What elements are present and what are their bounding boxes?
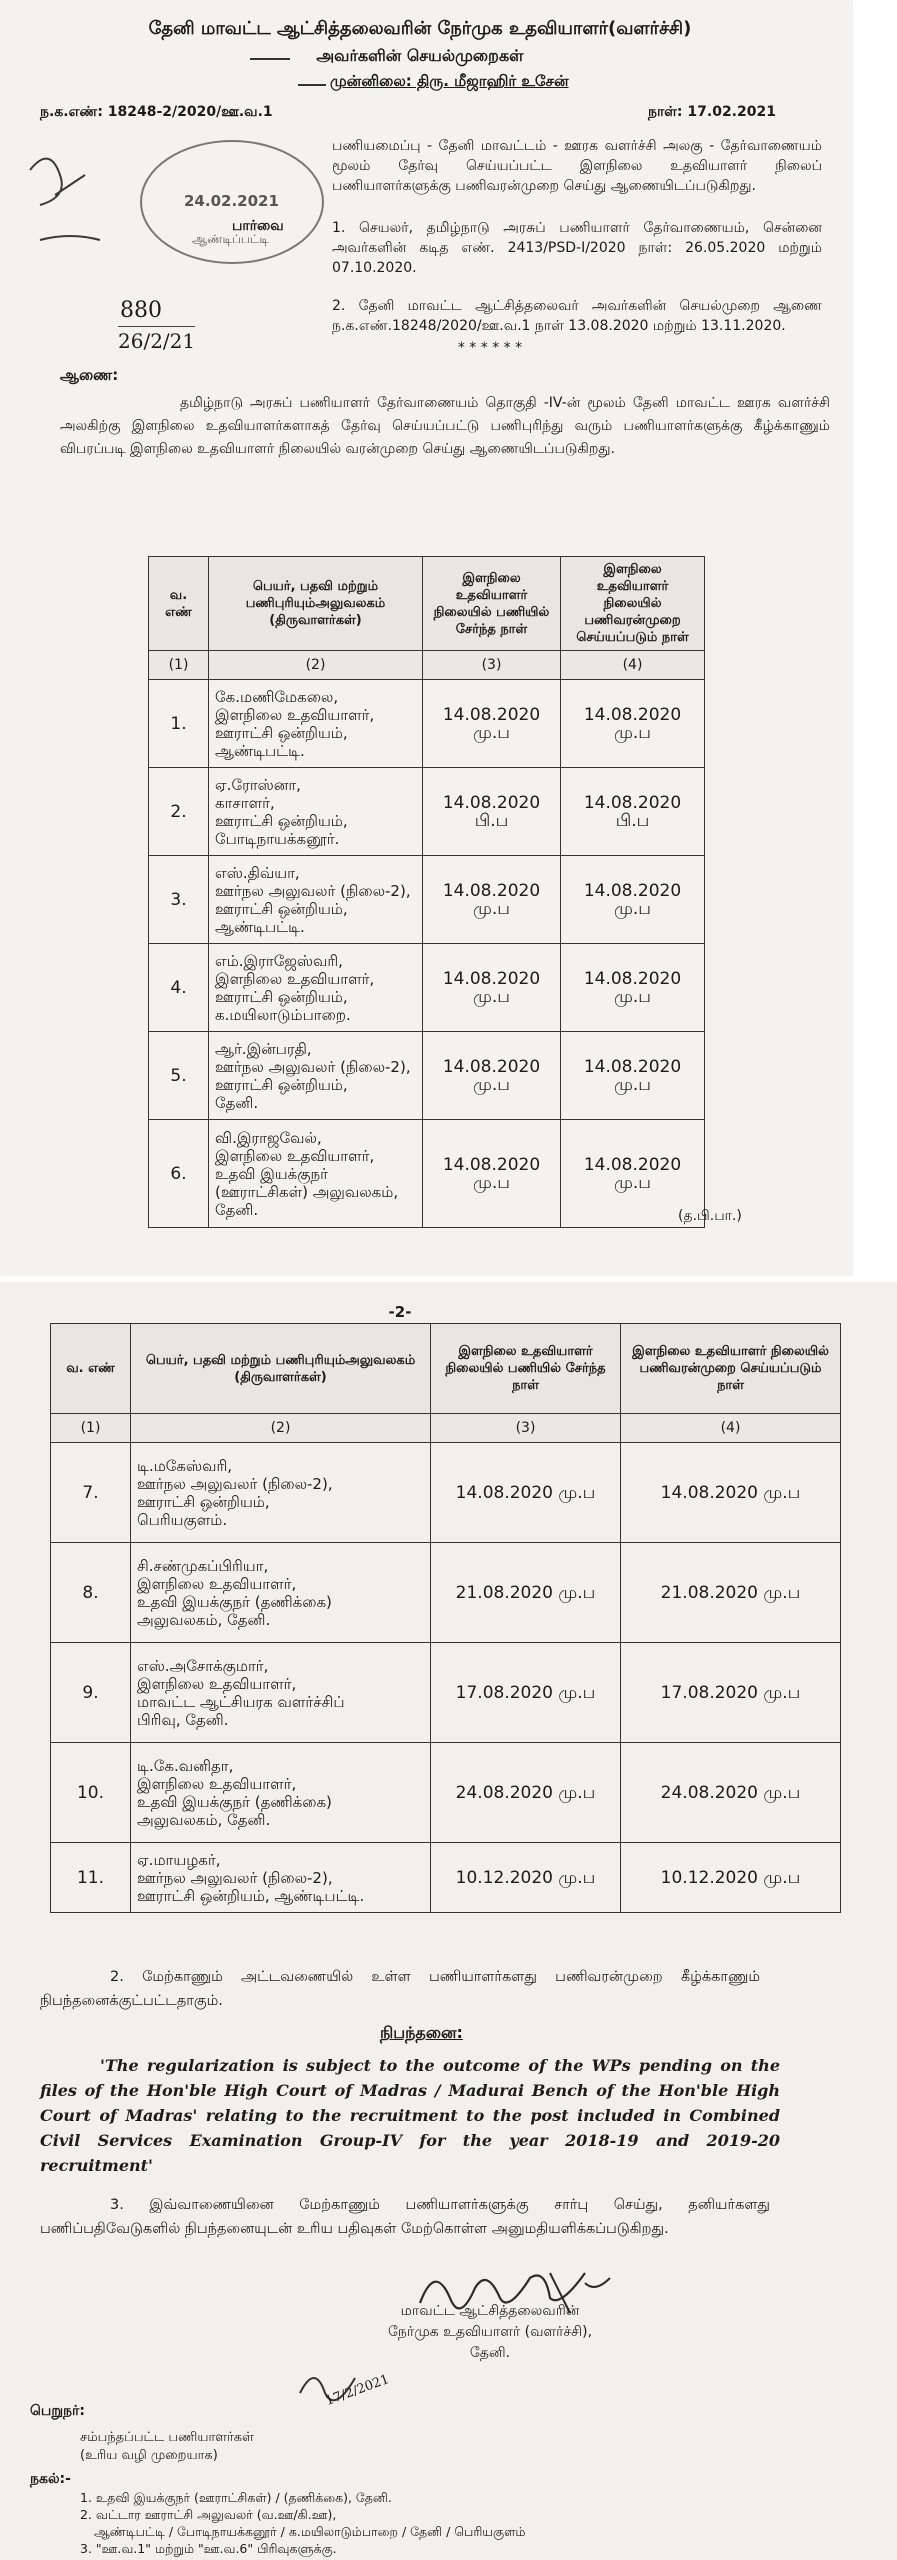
place-line: ஆண்டிபட்டி. [215, 917, 305, 936]
name-cell [209, 1032, 423, 1120]
index-cell: (3) [423, 651, 561, 680]
subject-text: பணியமைப்பு - தேனி மாவட்டம் - ஊரக வளர்ச்சி அலகு - தேர்வாணையம் மூலம் தேர்வு செய்யப்பட்ட இளநிலை உதவியாளர் நிலைப் பணியாளர்களுக்கு பணிவரன்முறை செய்து ஆணையிடப்படுகிறது. [332, 138, 822, 194]
joined-date-cell: 21.08.2020 மு.ப [431, 1543, 621, 1643]
signatory-block [340, 2301, 640, 2364]
serial-cell: 2. [149, 768, 209, 856]
order-date: நாள்: 17.02.2021 [648, 104, 776, 120]
initials-date: 17/2/2021 [323, 2372, 392, 2409]
table-row [149, 1120, 705, 1228]
recipient-line: (உரிய வழி முறையாக) [80, 2448, 218, 2463]
serial-cell: 8. [51, 1543, 131, 1643]
office-line: ஊராட்சி ஒன்றியம், [215, 723, 348, 742]
designation-line: ஊர்நல அலுவலர் (நிலை-2), [215, 1057, 411, 1076]
office-line: ஊராட்சி ஒன்றியம், ஆண்டிபட்டி. [137, 1886, 365, 1905]
signatory-line: மாவட்ட ஆட்சித்தலைவரின் [400, 2303, 580, 2319]
document-page-1 [0, 0, 852, 1275]
file-number: ந.க.எண்: 18248-2/2020/ஊ.வ.1 [40, 104, 273, 120]
index-cell: (1) [51, 1414, 131, 1443]
column-header-joined: இளநிலை உதவியாளர் நிலையில் பணியில் சேர்ந்த நாள் [423, 557, 561, 651]
column-header-name: பெயர், பதவி மற்றும் பணிபுரியும்அலுவலகம் (திருவாளர்கள்) [209, 557, 423, 651]
designation-line: இளநிலை உதவியாளர், [215, 705, 375, 724]
inward-number: 880 [120, 298, 162, 323]
place-line: தேனி. [215, 1200, 259, 1219]
place-line: போடிநாயக்கனூர். [215, 829, 340, 848]
name-line: ஏ.ரோஸ்னா, [215, 775, 301, 794]
name-line: கே.மணிமேகலை, [215, 687, 339, 706]
page-number: -2- [388, 1303, 412, 1321]
table-row [51, 1743, 841, 1843]
office-line: மாவட்ட ஆட்சியரக வளர்ச்சிப் [137, 1692, 345, 1711]
separator-stars: * * * * * * [457, 340, 523, 356]
table-row [149, 944, 705, 1032]
name-line: டி.கே.வனிதா, [137, 1756, 234, 1775]
designation-line: இளநிலை உதவியாளர், [137, 1574, 297, 1593]
regularized-date-cell: 14.08.2020 மு.ப [561, 1120, 705, 1228]
table-row [149, 1032, 705, 1120]
designation-line: இளநிலை உதவியாளர், [215, 1146, 375, 1165]
paragraph-2: 2. மேற்காணும் அட்டவணையில் உள்ள பணியாளர்களது பணிவரன்முறை கீழ்க்காணும் நிபந்தனைக்குட்பட்டதாகும். [40, 1969, 760, 2009]
joined-date-cell: 14.08.2020 மு.ப [423, 1120, 561, 1228]
place-line: அலுவலகம், தேனி. [137, 1610, 271, 1629]
table-row [149, 768, 705, 856]
reference-1: 1. செயலர், தமிழ்நாடு அரசுப் பணியாளர் தேர்வாணையம், சென்னை அவர்களின் கடித எண். 2413/PSD-I/2020 நாள்: 26.05.2020 மற்றும் 07.10.2020. [332, 220, 822, 276]
stamp-label: ஆண்டிப்பட்டி [192, 232, 269, 246]
table-row [51, 1543, 841, 1643]
joined-date-cell: 14.08.2020 பி.ப [423, 768, 561, 856]
place-line: அலுவலகம், தேனி. [137, 1810, 271, 1829]
office-line: உதவி இயக்குநர் [215, 1164, 328, 1183]
index-cell: (4) [561, 651, 705, 680]
office-line: ஊராட்சி ஒன்றியம், [215, 811, 348, 830]
copy-item: 2. வட்டார ஊராட்சி அலுவலர் (வ.ஊ/கி.ஊ), [80, 2507, 337, 2522]
column-header-regularized: இளநிலை உதவியாளர் நிலையில் பணிவரன்முறை செய்யப்படும் நாள் [561, 557, 705, 651]
designation-line: ஊர்நல அலுவலர் (நிலை-2), [215, 881, 411, 900]
handwritten-margin-note [10, 140, 120, 260]
column-header-name: பெயர், பதவி மற்றும் பணிபுரியும்அலுவலகம் (திருவாளர்கள்) [131, 1324, 431, 1414]
name-line: எஸ்.அசோக்குமார், [137, 1656, 269, 1675]
designation-line: இளநிலை உதவியாளர், [137, 1774, 297, 1793]
regularized-date-cell: 17.08.2020 மு.ப [621, 1643, 841, 1743]
designation-line: ஊர்நல அலுவலர் (நிலை-2), [137, 1474, 333, 1493]
index-cell: (2) [209, 651, 423, 680]
name-cell [209, 944, 423, 1032]
name-line: எம்.இராஜேஸ்வரி, [215, 951, 343, 970]
index-cell: (4) [621, 1414, 841, 1443]
signatory-line: தேனி. [469, 2345, 511, 2361]
office-line: ஊராட்சி ஒன்றியம், [215, 899, 348, 918]
serial-cell: 7. [51, 1443, 131, 1543]
strike-mark [298, 84, 326, 86]
strike-mark [250, 58, 290, 60]
place-line: தேனி. [215, 1093, 259, 1112]
inward-date: 26/2/21 [118, 326, 195, 353]
table-row [51, 1443, 841, 1543]
staff-table-page-2 [50, 1323, 841, 1913]
name-line: ஏ.மாயழகர், [137, 1850, 221, 1869]
table-row [149, 856, 705, 944]
name-cell [131, 1643, 431, 1743]
name-line: எஸ்.திவ்யா, [215, 863, 300, 882]
table-row [51, 1843, 841, 1913]
office-line: உதவி இயக்குநர் (தணிக்கை) [137, 1792, 332, 1811]
joined-date-cell: 14.08.2020 மு.ப [423, 944, 561, 1032]
serial-cell: 1. [149, 680, 209, 768]
copy-item: 3. "ஊ.வ.1" மற்றும் "ஊ.வ.6" பிரிவுகளுக்கு. [80, 2541, 337, 2556]
index-cell: (2) [131, 1414, 431, 1443]
copy-list [80, 2489, 525, 2557]
place-line: பெரியகுளம். [137, 1510, 228, 1529]
name-cell [209, 856, 423, 944]
name-cell [131, 1543, 431, 1643]
table-row [149, 680, 705, 768]
receipt-stamp [140, 140, 324, 264]
recipient-line: சம்பந்தப்பட்ட பணியாளர்கள் [80, 2430, 254, 2445]
joined-date-cell: 10.12.2020 மு.ப [431, 1843, 621, 1913]
joined-date-cell: 14.08.2020 மு.ப [423, 856, 561, 944]
name-cell [209, 680, 423, 768]
header-subtitle: அவர்களின் செயல்முறைகள் [316, 46, 524, 65]
regularized-date-cell: 24.08.2020 மு.ப [621, 1743, 841, 1843]
designation-line: இளநிலை உதவியாளர், [137, 1674, 297, 1693]
copy-item: 1. உதவி இயக்குநர் (ஊராட்சிகள்) / (தணிக்கை), தேனி. [80, 2490, 392, 2505]
serial-cell: 11. [51, 1843, 131, 1913]
index-cell: (1) [149, 651, 209, 680]
column-header-joined: இளநிலை உதவியாளர் நிலையில் பணியில் சேர்ந்த நாள் [431, 1324, 621, 1414]
column-header-regularized: இளநிலை உதவியாளர் நிலையில் பணிவரன்முறை செய்யப்படும் நாள் [621, 1324, 841, 1414]
serial-cell: 9. [51, 1643, 131, 1743]
condition-label: நிபந்தனை: [380, 2023, 463, 2042]
name-cell [209, 768, 423, 856]
copy-label: நகல்:- [30, 2471, 71, 2487]
name-line: வி.இராஜவேல், [215, 1128, 322, 1147]
serial-cell: 5. [149, 1032, 209, 1120]
name-line: டி.மகேஸ்வரி, [137, 1456, 233, 1475]
reference-label: பார்வை [232, 218, 284, 234]
document-page-2 [0, 1283, 897, 2560]
regularized-date-cell: 14.08.2020 மு.ப [561, 1032, 705, 1120]
order-label: ஆணை: [60, 366, 119, 384]
serial-cell: 4. [149, 944, 209, 1032]
joined-date-cell: 14.08.2020 மு.ப [423, 1032, 561, 1120]
designation-line: காசாளர், [215, 793, 275, 812]
joined-date-cell: 14.08.2020 மு.ப [423, 680, 561, 768]
name-cell [209, 1120, 423, 1228]
office-line: (ஊராட்சிகள்) அலுவலகம், [215, 1182, 399, 1201]
office-line: ஊராட்சி ஒன்றியம், [137, 1492, 270, 1511]
designation-line: ஊர்நல அலுவலர் (நிலை-2), [137, 1868, 333, 1887]
name-cell [131, 1843, 431, 1913]
joined-date-cell: 14.08.2020 மு.ப [431, 1443, 621, 1543]
stamp-date: 24.02.2021 [184, 192, 279, 210]
header-title: தேனி மாவட்ட ஆட்சித்தலைவரின் நேர்முக உதவியாளர்(வளர்ச்சி) [148, 18, 692, 39]
regularized-date-cell: 21.08.2020 மு.ப [621, 1543, 841, 1643]
place-line: ஆண்டிபட்டி. [215, 741, 305, 760]
name-line: ஆர்.இன்பரதி, [215, 1039, 312, 1058]
presiding-officer: முன்னிலை: திரு. மீஜாஹிர் உசேன் [330, 72, 569, 90]
regularized-date-cell: 10.12.2020 மு.ப [621, 1843, 841, 1913]
joined-date-cell: 17.08.2020 மு.ப [431, 1643, 621, 1743]
office-line: ஊராட்சி ஒன்றியம், [215, 1075, 348, 1094]
serial-cell: 3. [149, 856, 209, 944]
column-header-serial: வ. எண் [51, 1324, 131, 1414]
reference-2: 2. தேனி மாவட்ட ஆட்சித்தலைவர் அவர்களின் செயல்முறை ஆணை ந.க.எண்.18248/2020/ஊ.வ.1 நாள் 13.08.2020 மற்றும் 13.11.2020. [332, 298, 822, 334]
name-cell [131, 1443, 431, 1543]
recipient-label: பெறுநர்: [30, 2403, 85, 2419]
office-line: உதவி இயக்குநர் (தணிக்கை) [137, 1592, 332, 1611]
paragraph-3: 3. இவ்வாணையினை மேற்காணும் பணியாளர்களுக்கு சார்பு செய்து, தனியர்களது பணிப்பதிவேடுகளில் நிபந்தனையுடன் உரிய பதிவுகள் மேற்கொள்ள அனுமதியளிக்கப்படுகிறது. [40, 2197, 770, 2237]
staff-table-page-1 [148, 556, 705, 1228]
regularized-date-cell: 14.08.2020 பி.ப [561, 768, 705, 856]
condition-text: 'The regularization is subject to the outcome of the WPs pending on the files of the Hon'ble High Court of Madras / Madurai Bench of the Hon'ble High Court of Madras' relating to the recruitment to the post included in Combined Civil Services Examination Group-IV for the year 2018-19 and 2019-20 recruitment' [40, 2056, 780, 2175]
regularized-date-cell: 14.08.2020 மு.ப [621, 1443, 841, 1543]
regularized-date-cell: 14.08.2020 மு.ப [561, 856, 705, 944]
place-line: பிரிவு, தேனி. [137, 1710, 229, 1729]
order-paragraph: தமிழ்நாடு அரசுப் பணியாளர் தேர்வாணையம் தொகுதி -IV-ன் மூலம் தேனி மாவட்ட ஊரக வளர்ச்சி அலகிற்கு இளநிலை உதவியாளர்களாகத் தேர்வு செய்யப்பட்டு பணிபுரிந்து வரும் பணியாளர்களுக்கு கீழ்க்காணும் விபரப்படி இளநிலை உதவியாளர் நிலையில் வரன்முறை செய்து ஆணையிடப்படுகிறது. [60, 395, 830, 457]
recipient-block [80, 2429, 254, 2465]
serial-cell: 6. [149, 1120, 209, 1228]
signatory-line: நேர்முக உதவியாளர் (வளர்ச்சி), [387, 2324, 593, 2340]
please-turn-over: (த.பி.பா.) [678, 1208, 742, 1224]
regularized-date-cell: 14.08.2020 மு.ப [561, 944, 705, 1032]
regularized-date-cell: 14.08.2020 மு.ப [561, 680, 705, 768]
designation-line: இளநிலை உதவியாளர், [215, 969, 375, 988]
name-cell [131, 1743, 431, 1843]
joined-date-cell: 24.08.2020 மு.ப [431, 1743, 621, 1843]
place-line: க.மயிலாடும்பாறை. [215, 1005, 351, 1024]
serial-cell: 10. [51, 1743, 131, 1843]
copy-item: ஆண்டிபட்டி / போடிநாயக்கனூர் / க.மயிலாடும்பாறை / தேனி / பெரியகுளம் [94, 2524, 526, 2539]
office-line: ஊராட்சி ஒன்றியம், [215, 987, 348, 1006]
name-line: சி.சண்முகப்பிரியா, [137, 1556, 269, 1575]
column-header-serial: வ. எண் [149, 557, 209, 651]
index-cell: (3) [431, 1414, 621, 1443]
table-row [51, 1643, 841, 1743]
